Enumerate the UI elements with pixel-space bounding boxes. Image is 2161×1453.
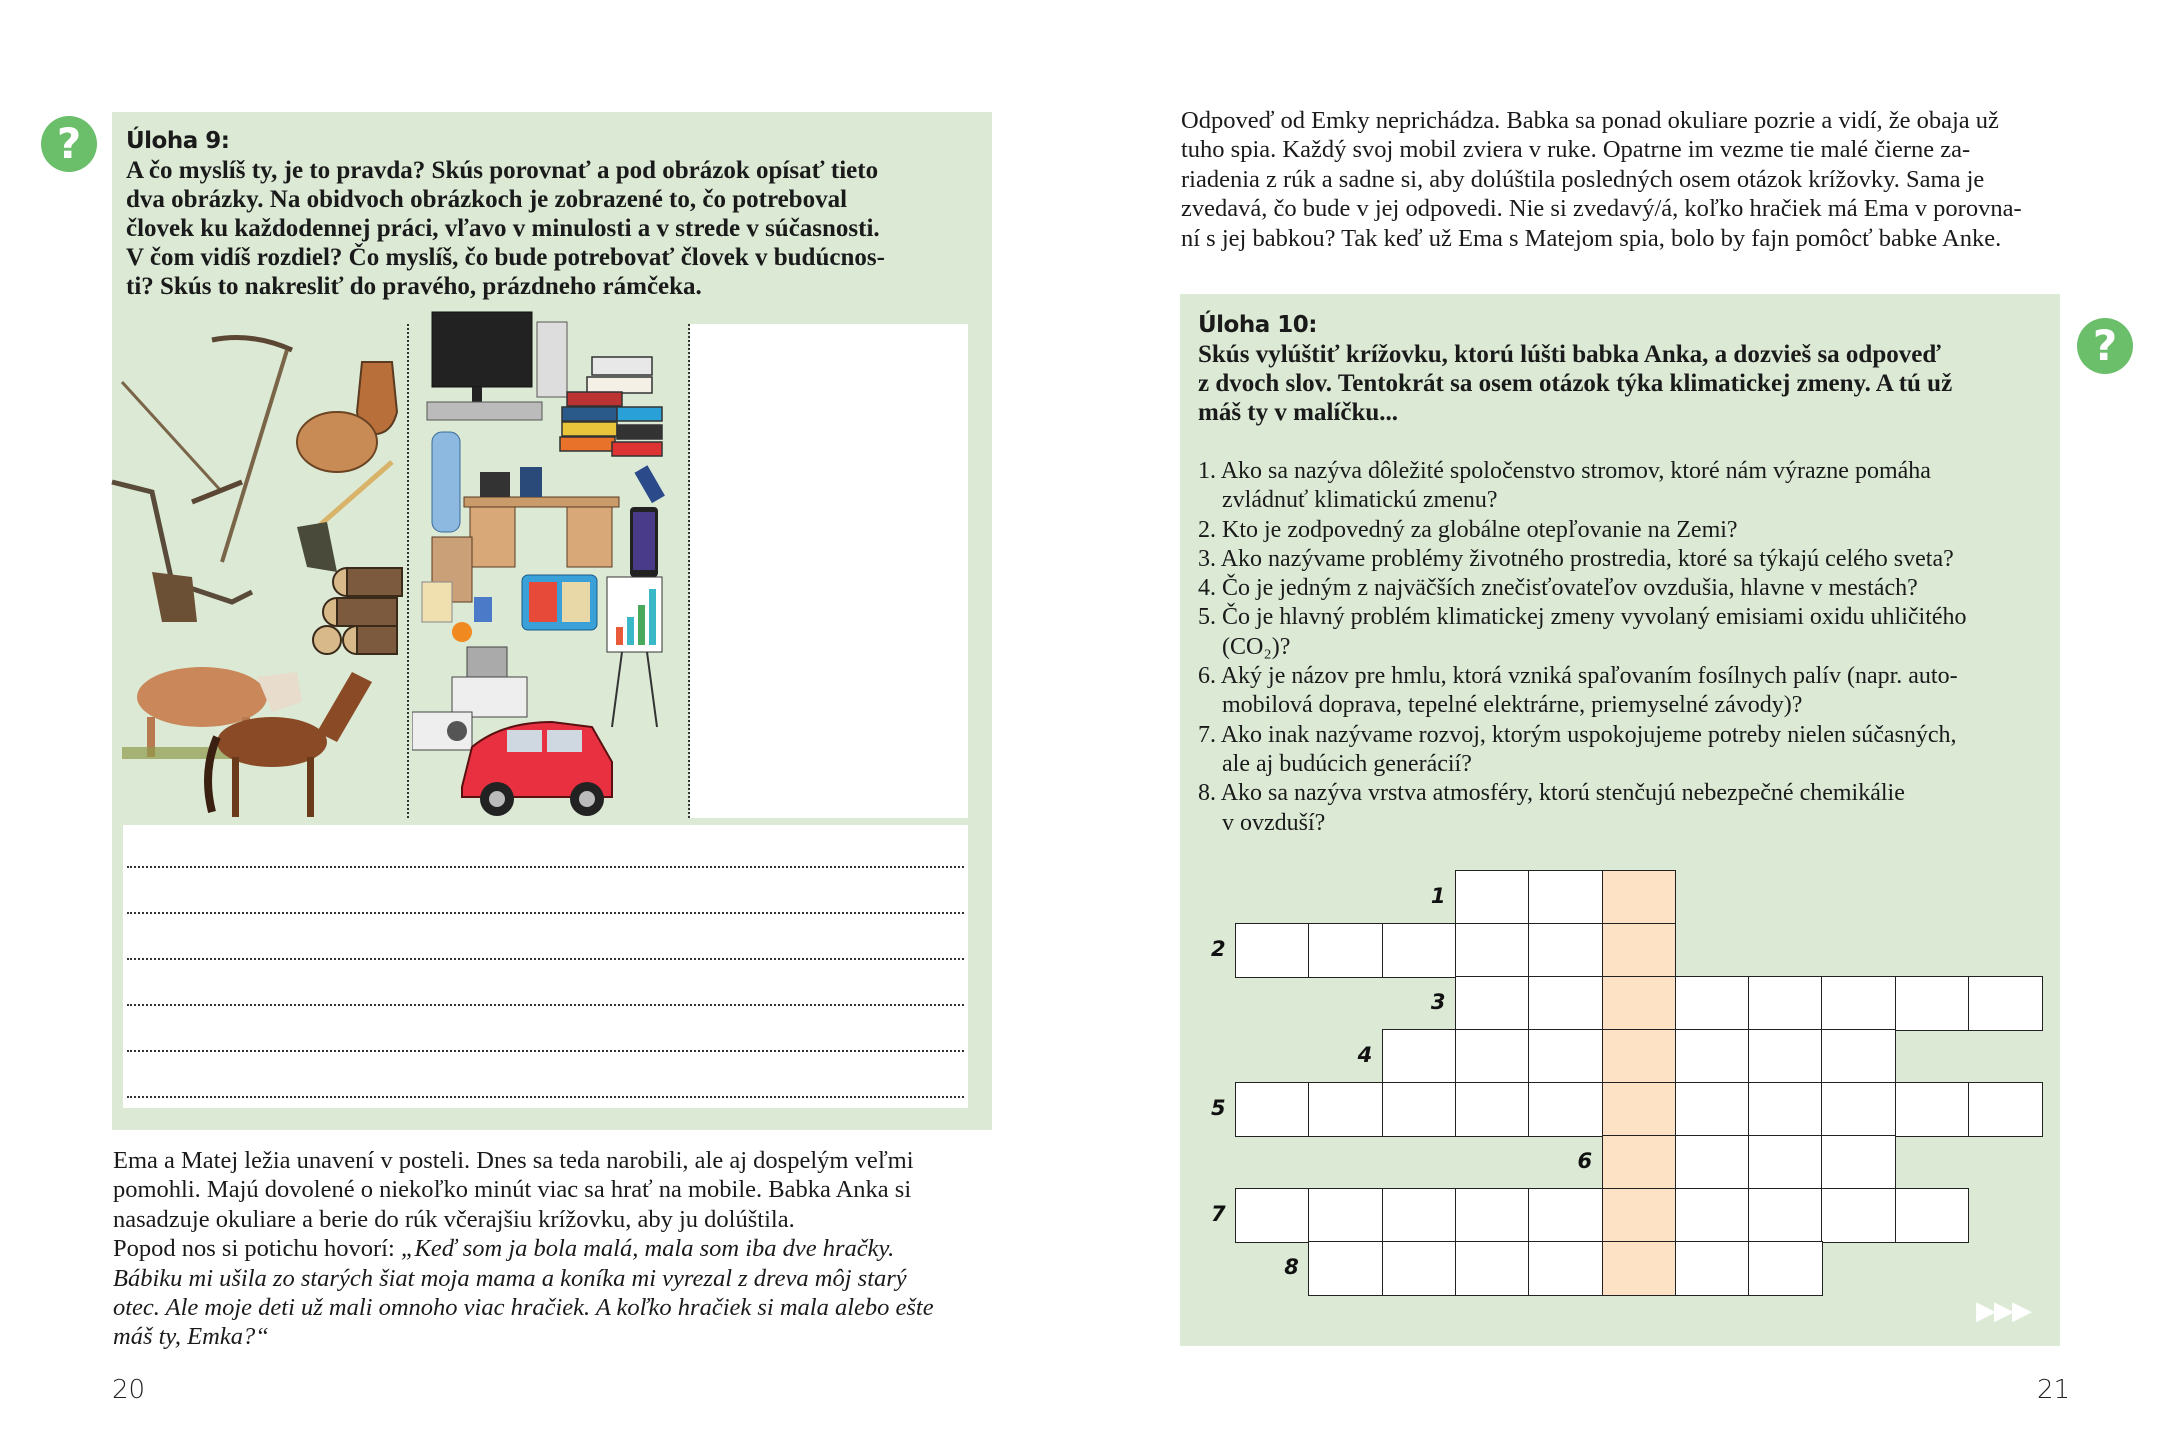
quote-text: Bábiku mi ušila zo starých šiat moja mama a koníka mi vyrezal z dreva môj starý (113, 1264, 907, 1292)
answer-line[interactable] (127, 1050, 964, 1052)
question-2: 2. Kto je zodpovedný za globálne otepľovanie na Zemi? (1198, 516, 1738, 543)
crossword-cell[interactable] (1235, 923, 1310, 978)
question-7: 7. Ako inak nazývame rozvoj, ktorým uspokojujeme potreby nielen súčasných, ale aj budúcich generácií? (1198, 721, 1957, 777)
crossword-cell[interactable] (1308, 1188, 1383, 1243)
crossword-cell[interactable] (1821, 1135, 1896, 1190)
answer-lines-box[interactable] (123, 825, 968, 1108)
crossword-cell[interactable] (1748, 1029, 1823, 1084)
crossword-cell[interactable] (1382, 923, 1457, 978)
crossword-cell[interactable] (1382, 1082, 1457, 1137)
crossword-cell[interactable] (1528, 923, 1603, 978)
crossword-cell[interactable] (1748, 976, 1823, 1031)
crossword-cell[interactable] (1235, 1188, 1310, 1243)
past-illustration-panel (92, 322, 407, 822)
crossword-solution-cell[interactable] (1602, 1135, 1677, 1190)
question-5: 5. Čo je hlavný problém klimatickej zmeny vyvolaný emisiami oxidu uhličitého (CO₂)? (1198, 604, 1967, 660)
intro-line: riadenia z rúk a sadne si, aby dolúštila posledných osem otázok krížovky. Sama je (1181, 165, 1985, 193)
present-illustration-panel (412, 307, 692, 822)
answer-line[interactable] (127, 958, 964, 960)
quote-intro: Popod nos si potichu hovorí: (113, 1235, 401, 1263)
task10-line: Skús vylúštiť krížovku, ktorú lúšti babka Anka, a dozvieš sa odpoveď (1198, 341, 1941, 368)
crossword-cell[interactable] (1968, 1082, 2043, 1137)
intro-line: Odpoveď od Emky neprichádza. Babka sa ponad okuliare pozrie a vidí, že obaja už (1181, 107, 1999, 134)
divider-left (407, 324, 409, 818)
crossword-cell[interactable] (1455, 1188, 1530, 1243)
crossword-grid (1211, 870, 2045, 1300)
crossword-clue-number: 4 (1357, 1043, 1373, 1067)
crossword-solution-cell[interactable] (1602, 923, 1677, 978)
answer-line[interactable] (127, 912, 964, 914)
past-tools-illustration (92, 322, 407, 822)
task9-line: dva obrázky. Na obidvoch obrázkoch je zobrazené to, čo potreboval (126, 186, 848, 213)
crossword-cell[interactable] (1455, 923, 1530, 978)
crossword-cell[interactable] (1748, 1135, 1823, 1190)
crossword-cell[interactable] (1748, 1188, 1823, 1243)
crossword-cell[interactable] (1675, 1241, 1750, 1296)
task9-title: Úloha 9: (126, 128, 230, 154)
question-4: 4. Čo je jedným z najväčších znečisťovateľov ovzdušia, hlavne v mestách? (1198, 575, 1918, 602)
crossword-solution-cell[interactable] (1602, 1082, 1677, 1137)
crossword-clue-number: 7 (1211, 1202, 1226, 1226)
crossword-solution-cell[interactable] (1602, 1241, 1677, 1296)
crossword-cell[interactable] (1235, 1082, 1310, 1137)
crossword-cell[interactable] (1382, 1241, 1457, 1296)
question-8: 8. Ako sa nazýva vrstva atmosféry, ktorú stenčujú nebezpečné chemikálie v ovzduší? (1198, 780, 1905, 836)
task9-line: človek ku každodennej práci, vľavo v minulosti a v strede v súčasnosti. (126, 215, 880, 242)
story-paragraph (113, 1146, 1013, 1352)
crossword-solution-cell[interactable] (1602, 976, 1677, 1031)
crossword-cell[interactable] (1968, 976, 2043, 1031)
crossword-cell[interactable] (1675, 976, 1750, 1031)
task9-instructions (126, 156, 986, 301)
story-quote-line (113, 1234, 1013, 1263)
crossword-clue-number: 8 (1284, 1255, 1299, 1279)
next-arrows-icon: ▶▶▶ (1976, 1296, 2030, 1326)
quote-text: máš ty, Emka?“ (113, 1323, 269, 1351)
page-number-left: 20 (112, 1375, 146, 1405)
answer-line[interactable] (127, 1096, 964, 1098)
crossword-cell[interactable] (1528, 1029, 1603, 1084)
crossword-cell[interactable] (1821, 1188, 1896, 1243)
story-line: nasadzuje okuliare a berie do rúk včerajšiu krížovku, aby ju dolúštila. (113, 1205, 795, 1233)
crossword-cell[interactable] (1675, 1188, 1750, 1243)
crossword-cell[interactable] (1748, 1241, 1823, 1296)
story-quote-line (113, 1264, 1013, 1293)
crossword-cell[interactable] (1528, 1241, 1603, 1296)
crossword-cell[interactable] (1528, 1082, 1603, 1137)
crossword-clue-number: 5 (1211, 1096, 1226, 1120)
intro-line: ní s jej babkou? Tak keď už Ema s Matejom spia, bolo by fajn pomôcť babke Anke. (1181, 224, 2002, 252)
task9-line: ti? Skús to nakresliť do pravého, prázdneho rámčeka. (126, 273, 702, 300)
story-quote-line (113, 1293, 1013, 1322)
question-mark-icon: ? (41, 116, 97, 172)
answer-line[interactable] (127, 1004, 964, 1006)
crossword-clue-number: 3 (1430, 990, 1446, 1014)
task9-line: V čom vidíš rozdiel? Čo myslíš, čo bude potrebovať človek v budúcnos- (126, 244, 885, 271)
crossword-cell[interactable] (1308, 923, 1383, 978)
present-items-illustration (412, 307, 692, 822)
crossword-cell[interactable] (1821, 1029, 1896, 1084)
intro-line: tuho spia. Každý svoj mobil zviera v ruke. Opatrne im vezme tie malé čierne za- (1181, 136, 1971, 164)
task10-instructions (1198, 340, 2048, 427)
crossword-solution-cell[interactable] (1602, 870, 1677, 925)
crossword-cell[interactable] (1455, 1082, 1530, 1137)
story-line: Ema a Matej ležia unavení v posteli. Dnes sa teda narobili, ale aj dospelým veľmi (113, 1147, 914, 1174)
crossword-cell[interactable] (1382, 1029, 1457, 1084)
crossword-cell[interactable] (1528, 976, 1603, 1031)
crossword-clue-number: 2 (1211, 937, 1226, 961)
crossword-cell[interactable] (1382, 1188, 1457, 1243)
question-3: 3. Ako nazývame problémy životného prostredia, ktoré sa týkajú celého sveta? (1198, 545, 1954, 572)
crossword-cell[interactable] (1675, 1029, 1750, 1084)
question-list (1198, 457, 2048, 838)
question-1: 1. Ako sa nazýva dôležité spoločenstvo stromov, ktoré nám výrazne pomáha zvládnuť klimatickú zmenu? (1198, 458, 1931, 514)
crossword-cell[interactable] (1895, 976, 1970, 1031)
task10-line: máš ty v malíčku... (1198, 399, 1398, 426)
crossword-cell[interactable] (1455, 976, 1530, 1031)
crossword-cell[interactable] (1895, 1188, 1970, 1243)
task9-line: A čo myslíš ty, je to pravda? Skús porovnať a pod obrázok opísať tieto (126, 157, 879, 184)
crossword-cell[interactable] (1821, 1082, 1896, 1137)
crossword-cell[interactable] (1675, 1082, 1750, 1137)
crossword-cell[interactable] (1528, 870, 1603, 925)
crossword-cell[interactable] (1748, 1082, 1823, 1137)
crossword-cell[interactable] (1455, 870, 1530, 925)
crossword-cell[interactable] (1308, 1082, 1383, 1137)
crossword-cell[interactable] (1528, 1188, 1603, 1243)
story-line: pomohli. Majú dovolené o niekoľko minút viac sa hrať na mobile. Babka Anka si (113, 1176, 912, 1204)
future-drawing-box[interactable] (690, 324, 968, 818)
crossword-cell[interactable] (1895, 1082, 1970, 1137)
intro-paragraph (1181, 106, 2081, 253)
crossword-cell[interactable] (1455, 1029, 1530, 1084)
task10-line: z dvoch slov. Tentokrát sa osem otázok týka klimatickej zmeny. A tú už (1198, 370, 1953, 397)
crossword-cell[interactable] (1455, 1241, 1530, 1296)
quote-text: „Keď som ja bola malá, mala som iba dve hračky. (400, 1235, 895, 1263)
question-6: 6. Aký je názov pre hmlu, ktorá vzniká spaľovaním fosílnych palív (napr. auto- mobilová doprava, tepelné elektrárne, priemyselné závody)? (1198, 663, 1958, 719)
quote-text: otec. Ale moje deti už mali omnoho viac hračiek. A koľko hračiek si mala alebo ešte (113, 1294, 934, 1322)
crossword-clue-number: 6 (1577, 1149, 1593, 1173)
page-number-right: 21 (2037, 1375, 2071, 1405)
crossword-clue-number: 1 (1430, 884, 1446, 908)
crossword-cell[interactable] (1308, 1241, 1383, 1296)
answer-line[interactable] (127, 866, 964, 868)
crossword-solution-cell[interactable] (1602, 1029, 1677, 1084)
task10-box (1180, 294, 2060, 1346)
task9-box (112, 112, 992, 1130)
crossword-cell[interactable] (1675, 1135, 1750, 1190)
task10-title: Úloha 10: (1198, 312, 1317, 338)
crossword-solution-cell[interactable] (1602, 1188, 1677, 1243)
question-mark-icon: ? (2077, 318, 2133, 374)
intro-line: zvedavá, čo bude v jej odpovedi. Nie si zvedavý/á, koľko hračiek má Ema v porovna- (1181, 195, 2022, 223)
crossword-cell[interactable] (1821, 976, 1896, 1031)
story-quote-line (113, 1322, 1013, 1351)
